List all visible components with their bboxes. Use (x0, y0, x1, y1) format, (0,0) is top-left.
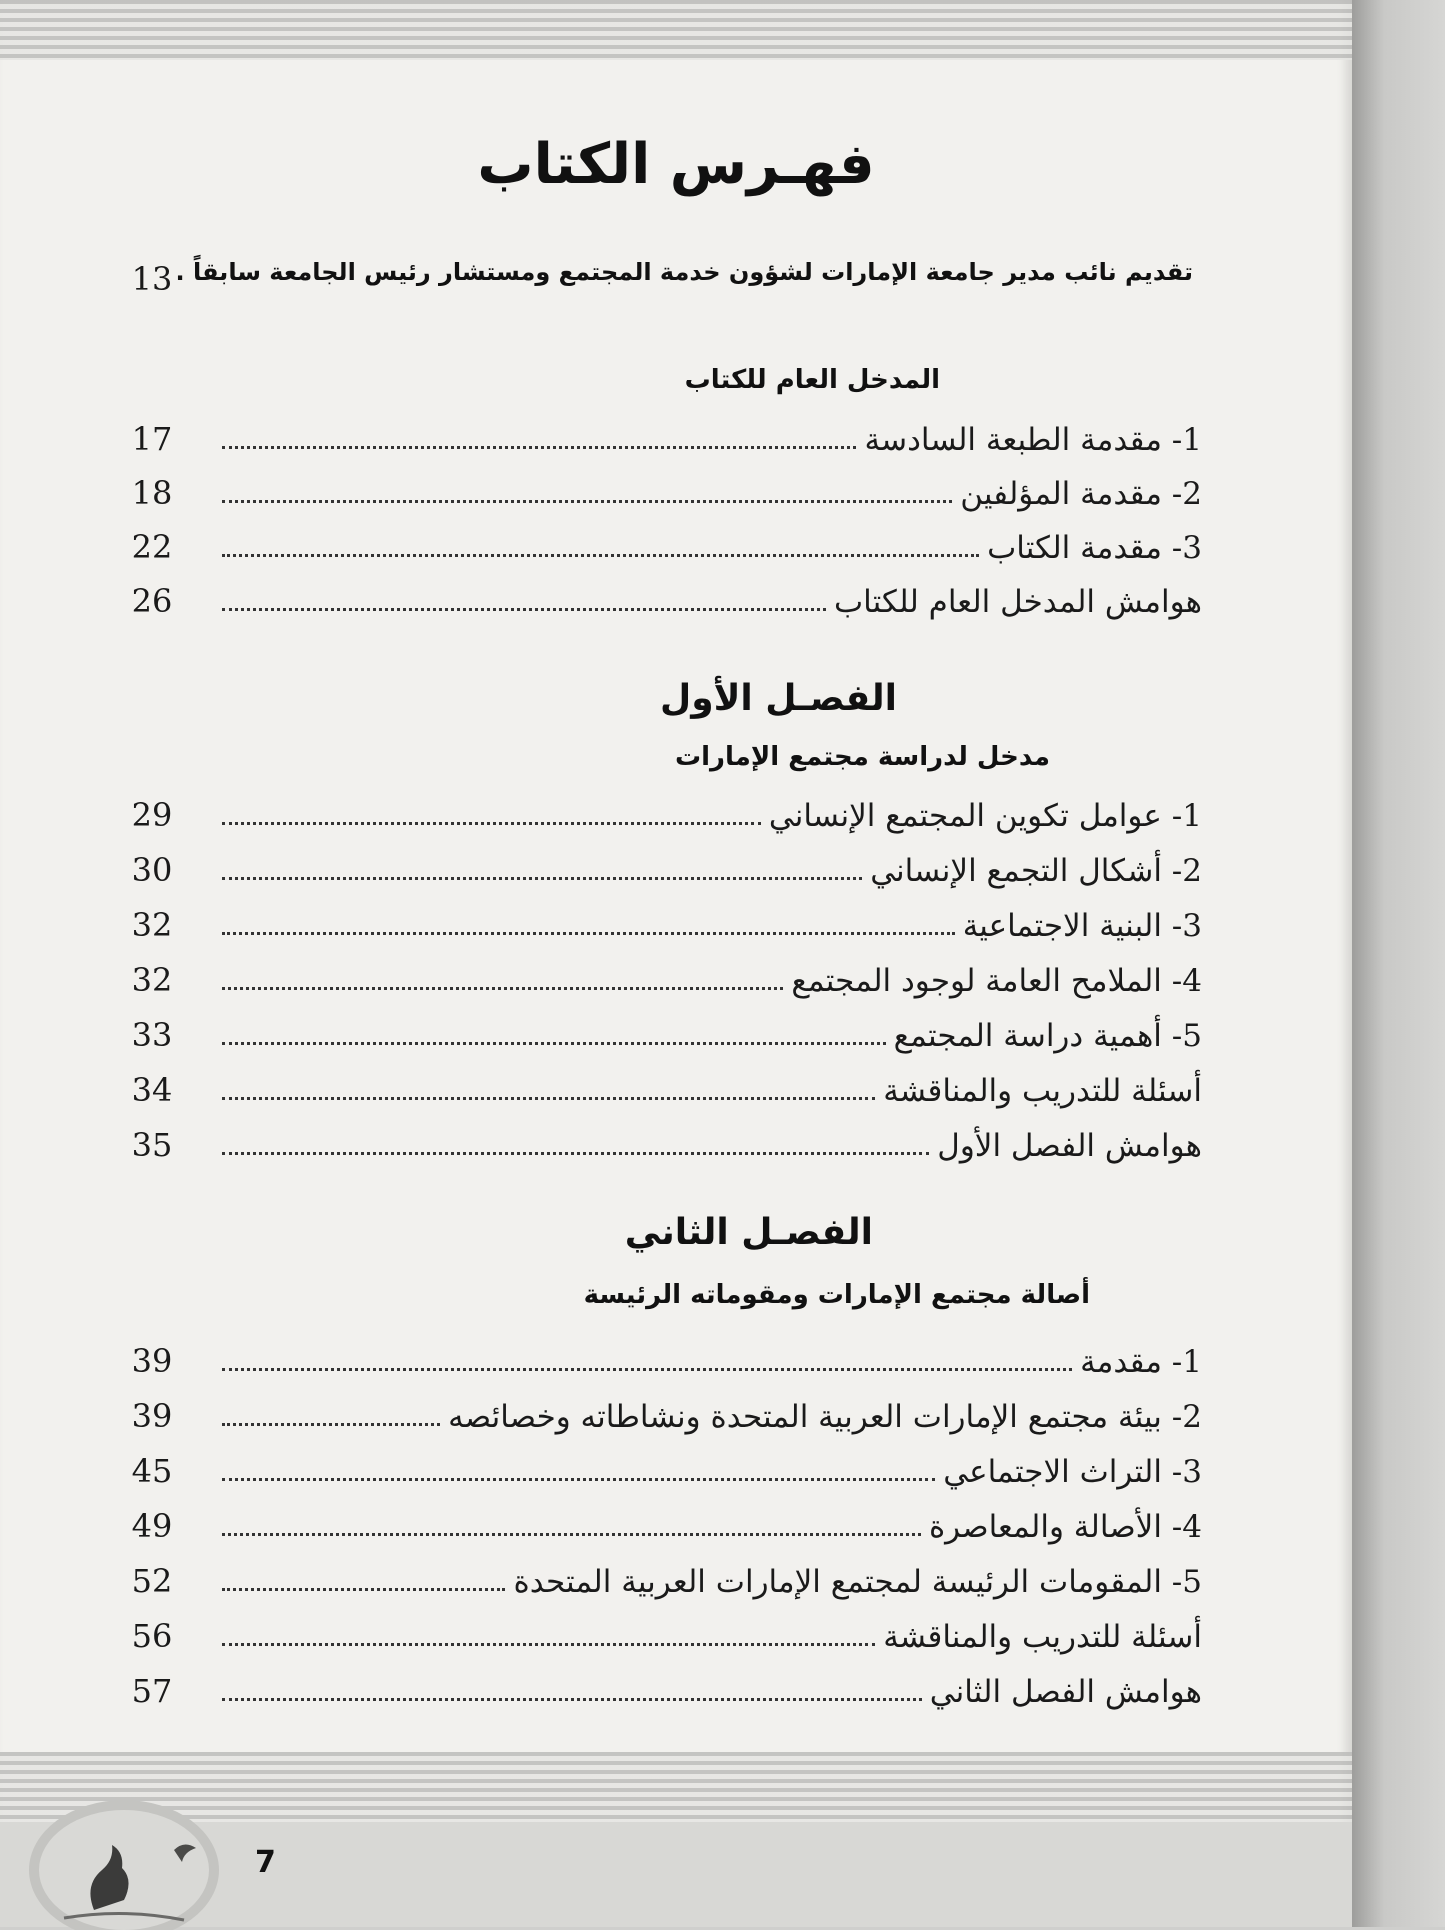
toc-entry-label: 2- بيئة مجتمع الإمارات العربية المتحدة ونشاطاته وخصائصه (448, 1399, 1202, 1435)
toc-entry-page: 22 (131, 528, 173, 566)
toc-entry-label: 2- مقدمة المؤلفين (960, 476, 1202, 512)
toc-entry-label: 3- مقدمة الكتاب (987, 530, 1202, 566)
toc-entry-page: 32 (131, 961, 173, 999)
falcon-emblem-icon (24, 1790, 224, 1930)
toc-entry-page: 52 (131, 1562, 173, 1600)
toc-entry-label: 3- البنية الاجتماعية (962, 908, 1202, 944)
dot-leader (222, 1588, 505, 1591)
chapter-one-heading: الفصـل الأول (660, 678, 897, 719)
toc-entry-page: 26 (131, 582, 173, 620)
dot-leader (222, 877, 862, 880)
toc-entry (222, 466, 1202, 512)
chapter-one-subheading: مدخل لدراسة مجتمع الإمارات (675, 742, 1050, 772)
toc-entry (222, 1609, 1202, 1655)
toc-entry (222, 1334, 1202, 1380)
toc-entry-page: 56 (131, 1617, 173, 1655)
toc-entry-label: هوامش المدخل العام للكتاب (833, 584, 1202, 620)
toc-entry-page: 49 (131, 1507, 173, 1545)
toc-entry-page: 35 (131, 1126, 173, 1164)
toc-entry (222, 843, 1202, 889)
section-heading-general: المدخل العام للكتاب (684, 365, 940, 395)
toc-entry-page: 17 (131, 420, 173, 458)
toc-entry-page: 57 (131, 1672, 173, 1710)
toc-entry-label: هوامش الفصل الثاني (929, 1674, 1202, 1710)
dot-leader (222, 1643, 875, 1646)
dot-leader (222, 446, 856, 449)
dot-leader (222, 1152, 929, 1155)
toc-entry-label: 1- مقدمة الطبعة السادسة (864, 422, 1202, 458)
toc-entry-page: 30 (131, 851, 173, 889)
toc-entry-page: 33 (131, 1016, 173, 1054)
toc-entry-label: هوامش الفصل الأول (937, 1128, 1202, 1164)
toc-entry (222, 898, 1202, 944)
page-title: فهـرس الكتاب (477, 132, 875, 197)
intro-text: تقديم نائب مدير جامعة الإمارات لشؤون خدمة المجتمع ومستشار رئيس الجامعة سابقاً . (175, 258, 1193, 286)
page-number: 7 (255, 1845, 276, 1880)
dot-leader (222, 1042, 886, 1045)
toc-entry-page: 34 (131, 1071, 173, 1109)
dot-leader (222, 1698, 922, 1701)
dot-leader (222, 1097, 875, 1100)
toc-entry-label: 2- أشكال التجمع الإنساني (870, 853, 1202, 889)
dot-leader (222, 932, 955, 935)
toc-entry-page: 39 (131, 1397, 173, 1435)
dot-leader (222, 1533, 921, 1536)
dot-leader (222, 554, 979, 557)
toc-entry (222, 1118, 1202, 1164)
toc-entry-label: 5- أهمية دراسة المجتمع (893, 1018, 1202, 1054)
toc-entry (222, 1389, 1202, 1435)
toc-entry-page: 32 (131, 906, 173, 944)
toc-entry (222, 412, 1202, 458)
toc-entry (222, 953, 1202, 999)
dot-leader (222, 1368, 1072, 1371)
top-stripes (0, 0, 1352, 60)
toc-entry-label: 3- التراث الاجتماعي (943, 1454, 1202, 1490)
toc-entry (222, 520, 1202, 566)
chapter-two-heading: الفصـل الثاني (624, 1212, 873, 1253)
toc-entry-page: 39 (131, 1342, 173, 1380)
page-edge (1352, 0, 1445, 1927)
toc-entry (222, 1554, 1202, 1600)
toc-entry-label: 5- المقومات الرئيسة لمجتمع الإمارات العربية المتحدة (513, 1564, 1202, 1600)
chapter-two-subheading: أصالة مجتمع الإمارات ومقوماته الرئيسة (583, 1280, 1090, 1310)
intro-entry (175, 258, 1193, 286)
intro-page-number: 13 (131, 260, 173, 298)
toc-entry-page: 45 (131, 1452, 173, 1490)
dot-leader (222, 822, 761, 825)
toc-entry-label: أسئلة للتدريب والمناقشة (883, 1619, 1202, 1655)
toc-entry (222, 788, 1202, 834)
toc-entry-label: 4- الملامح العامة لوجود المجتمع (791, 963, 1202, 999)
dot-leader (222, 1478, 935, 1481)
toc-entry (222, 1499, 1202, 1545)
toc-entry-label: أسئلة للتدريب والمناقشة (883, 1073, 1202, 1109)
toc-entry-page: 29 (131, 796, 173, 834)
toc-entry-label: 4- الأصالة والمعاصرة (928, 1509, 1202, 1545)
toc-entry (222, 1063, 1202, 1109)
toc-entry (222, 1664, 1202, 1710)
dot-leader (222, 608, 826, 611)
dot-leader (222, 1423, 440, 1426)
toc-entry (222, 1444, 1202, 1490)
dot-leader (222, 987, 783, 990)
dot-leader (222, 500, 952, 503)
toc-entry-label: 1- عوامل تكوين المجتمع الإنساني (768, 798, 1202, 834)
toc-entry (222, 1008, 1202, 1054)
toc-entry-page: 18 (131, 474, 173, 512)
toc-entry (222, 574, 1202, 620)
toc-entry-label: 1- مقدمة (1080, 1344, 1202, 1380)
